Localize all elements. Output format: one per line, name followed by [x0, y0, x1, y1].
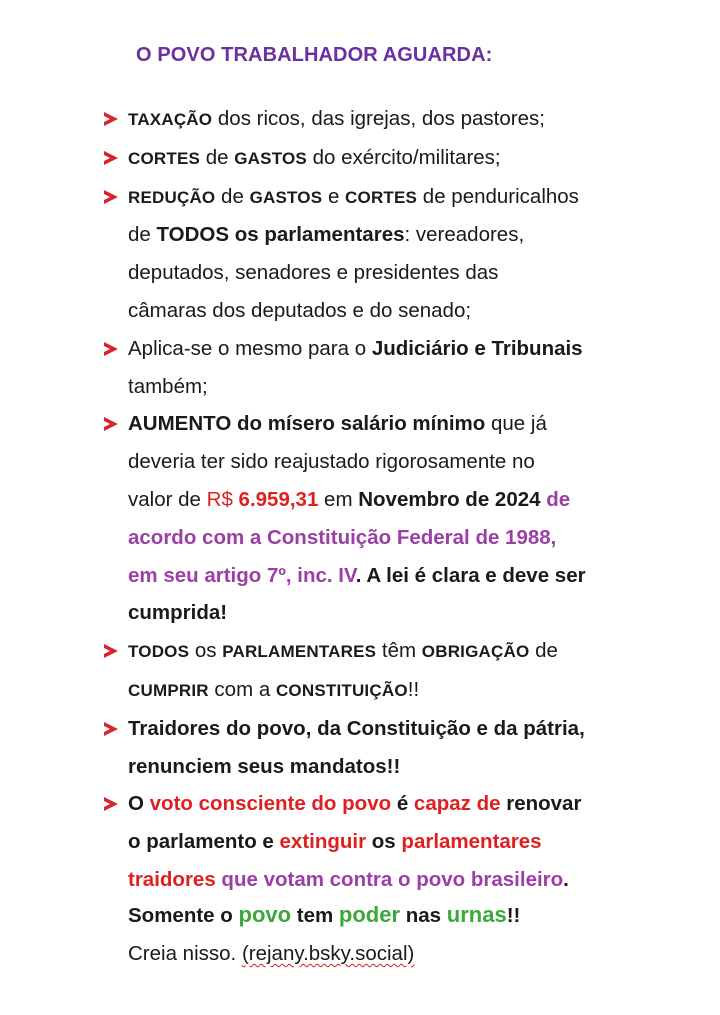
- list-item-parlamentares: [104, 632, 664, 710]
- item-line: acordo com a Constituição Federal de 1988,: [128, 525, 557, 549]
- arrow-bullet-icon: [104, 342, 118, 356]
- arrow-bullet-icon: [104, 797, 118, 811]
- page-title: O POVO TRABALHADOR AGUARDA:: [136, 44, 493, 66]
- arrow-bullet-icon: [104, 190, 118, 204]
- keyword: PARLAMENTARES: [222, 642, 377, 662]
- footer-line: [128, 896, 520, 935]
- text: de: [128, 223, 157, 247]
- text: os: [189, 639, 223, 663]
- text: valor de: [128, 487, 207, 511]
- keyword: TODOS: [128, 642, 190, 662]
- salary-value: 6.959,31: [238, 487, 319, 511]
- text: O: [128, 792, 150, 816]
- text: tem: [291, 904, 339, 927]
- list-item-aumento: [104, 405, 664, 632]
- item-line: também;: [128, 374, 208, 398]
- item-line: [128, 405, 664, 443]
- text: o parlamento e: [128, 830, 280, 854]
- keyword: Novembro de 2024: [358, 487, 541, 511]
- item-line: [128, 216, 664, 254]
- keyword: AUMENTO do mísero salário mínimo: [128, 412, 486, 436]
- keyword: CORTES: [128, 148, 201, 168]
- text: de: [200, 145, 235, 169]
- footer: [128, 896, 520, 973]
- item-line: deveria ter sido reajustado rigorosamente no: [128, 450, 535, 474]
- list-item-voto: [104, 785, 664, 898]
- arrow-bullet-icon: [104, 417, 118, 431]
- item-line: [128, 632, 664, 671]
- list-item-taxacao: [104, 100, 664, 139]
- text: os: [366, 830, 402, 854]
- list-item-cortes: [104, 139, 664, 178]
- item-line: [128, 671, 664, 710]
- keyword: CORTES: [345, 187, 418, 207]
- text: que já: [485, 412, 547, 436]
- keyword: TODOS os parlamentares: [156, 223, 405, 247]
- keyword: de: [540, 487, 571, 511]
- arrow-bullet-icon: [104, 722, 118, 736]
- keyword: GASTOS: [234, 148, 307, 168]
- keyword: CUMPRIR: [128, 680, 209, 700]
- text: Somente o: [128, 904, 239, 927]
- item-line: [128, 139, 664, 178]
- keyword: povo: [238, 902, 292, 927]
- item-line: [128, 481, 664, 519]
- list-item-traidores: [104, 710, 664, 786]
- arrow-bullet-icon: [104, 644, 118, 658]
- item-line: câmaras dos deputados e do senado;: [128, 298, 472, 322]
- keyword: urnas: [446, 902, 507, 927]
- keyword: que votam contra o povo brasileiro: [215, 867, 564, 891]
- text: nas: [400, 904, 447, 927]
- item-line: deputados, senadores e presidentes das: [128, 261, 499, 285]
- text: renovar: [500, 792, 582, 816]
- text: de penduricalhos: [417, 184, 579, 208]
- keyword: poder: [338, 902, 401, 927]
- text: do exército/militares;: [306, 145, 501, 169]
- item-line: [128, 557, 664, 595]
- text: Aplica-se o mesmo para o: [128, 336, 372, 360]
- text: é: [391, 792, 414, 816]
- item-line: [128, 785, 664, 823]
- list-item-judiciario: [104, 330, 664, 406]
- text: !!: [407, 677, 420, 701]
- keyword: CONSTITUIÇÃO: [275, 680, 408, 700]
- text: !!: [506, 904, 521, 927]
- keyword: GASTOS: [249, 187, 323, 207]
- text: e: [322, 184, 346, 208]
- item-line: [128, 178, 664, 217]
- keyword: traidores: [128, 867, 216, 891]
- currency-symbol: R$: [206, 487, 239, 511]
- item-line: cumprida!: [128, 601, 228, 625]
- text: dos ricos, das igrejas, dos pastores;: [212, 107, 545, 130]
- item-line: [128, 330, 664, 368]
- arrow-bullet-icon: [104, 151, 118, 165]
- keyword: extinguir: [279, 830, 367, 854]
- signature-handle: (rejany.bsky.social): [241, 942, 415, 965]
- text: têm: [376, 639, 422, 663]
- text: de: [529, 639, 558, 663]
- item-line: Traidores do povo, da Constituição e da pátria,: [128, 716, 585, 740]
- keyword: TAXAÇÃO: [128, 110, 213, 129]
- footer-line: [128, 935, 520, 973]
- item-line: [128, 100, 664, 139]
- keyword: . A lei é clara e deve ser: [355, 563, 586, 587]
- text: .: [563, 867, 569, 891]
- item-line: renunciem seus mandatos!!: [128, 754, 401, 778]
- item-line: [128, 823, 664, 861]
- arrow-bullet-icon: [104, 112, 118, 126]
- keyword: Judiciário e Tribunais: [371, 336, 583, 360]
- keyword: OBRIGAÇÃO: [421, 642, 530, 662]
- text: em: [318, 487, 359, 511]
- text: Creia nisso.: [128, 942, 242, 965]
- demands-list: [104, 100, 664, 899]
- text: com a: [208, 677, 276, 701]
- text: de: [215, 184, 250, 208]
- keyword: em seu artigo 7º, inc. IV: [128, 563, 356, 587]
- keyword: REDUÇÃO: [128, 187, 216, 207]
- list-item-reducao: [104, 178, 664, 330]
- text: : vereadores,: [404, 223, 525, 247]
- keyword: capaz de: [413, 792, 501, 816]
- keyword: voto consciente do povo: [149, 792, 392, 816]
- keyword: parlamentares: [401, 830, 542, 854]
- item-line: [128, 861, 664, 899]
